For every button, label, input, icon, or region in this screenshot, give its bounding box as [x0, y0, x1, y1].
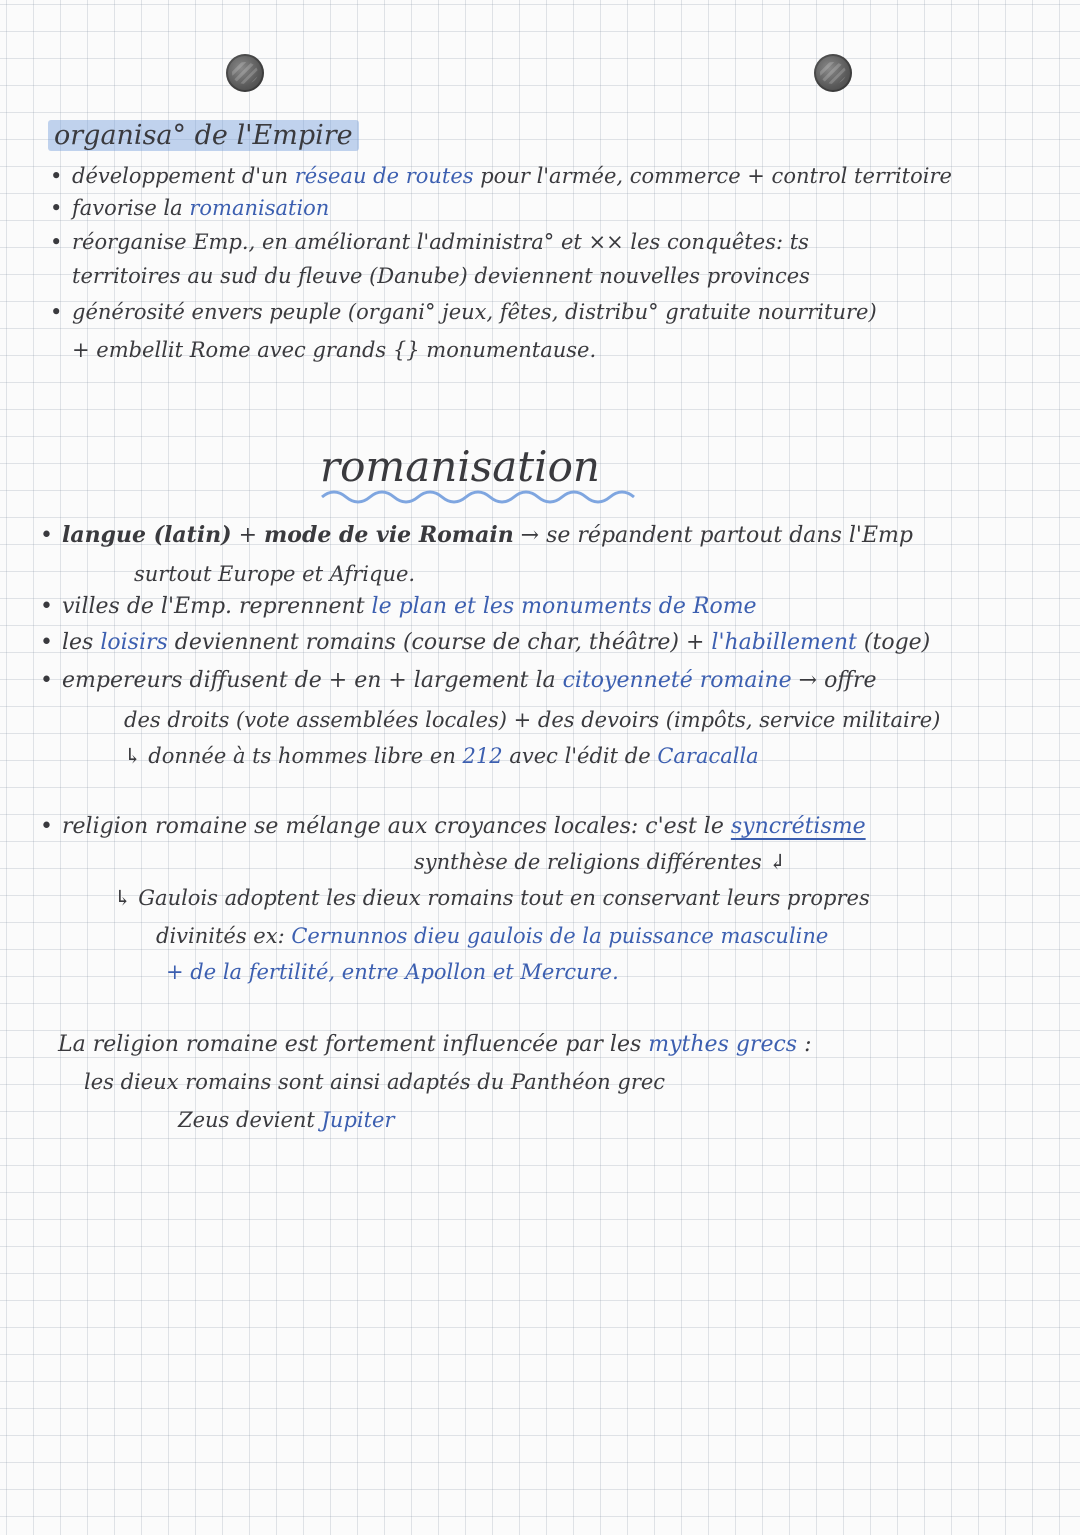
note-text: loisirs	[100, 630, 168, 655]
note-text: syncrétisme	[730, 814, 866, 839]
note-text: territoires au sud du fleuve (Danube) deviennent nouvelles provinces	[72, 264, 810, 288]
note-text: Jupiter	[321, 1108, 395, 1132]
note-text: (toge)	[856, 630, 931, 655]
note-text: citoyenneté romaine	[562, 668, 792, 693]
note-text: pour l'armée, commerce + control territoire	[473, 164, 952, 188]
note-line	[84, 1072, 665, 1093]
bullet-icon: •	[50, 164, 63, 188]
section-heading	[48, 122, 359, 149]
note-line	[50, 302, 877, 323]
bullet-icon: •	[40, 594, 53, 619]
note-line	[40, 632, 930, 654]
note-text: réorganise Emp., en améliorant l'administra° et ×× les conquêtes: ts	[72, 230, 809, 254]
note-line	[50, 198, 329, 219]
note-text: La religion romaine est fortement influencée par les	[58, 1032, 649, 1057]
bullet-icon: •	[40, 814, 53, 839]
bullet-icon: •	[50, 300, 63, 324]
note-text: religion romaine se mélange aux croyances locales: c'est le	[62, 814, 731, 839]
punch-hole-icon	[226, 54, 264, 92]
note-text: → se répandent partout dans l'Emp	[513, 523, 913, 548]
note-text: favorise la	[72, 196, 190, 220]
note-line	[72, 340, 596, 361]
page-title: romanisation	[320, 442, 600, 491]
note-text: → offre	[791, 668, 877, 693]
note-text: +	[231, 523, 265, 548]
note-text: 212	[462, 744, 503, 768]
note-line	[40, 670, 876, 692]
note-line	[40, 524, 913, 547]
section-heading-text: organisa° de l'Empire	[48, 120, 359, 151]
bullet-icon: •	[50, 196, 63, 220]
note-line	[414, 852, 786, 873]
note-text: + embellit Rome avec grands {} monumentause.	[72, 338, 597, 362]
note-text: l'habillement	[711, 630, 857, 655]
note-line	[40, 596, 757, 618]
note-line	[124, 746, 759, 767]
note-line	[50, 166, 952, 187]
note-text: les dieux romains sont ainsi adaptés du Panthéon grec	[84, 1070, 666, 1094]
bullet-icon: •	[40, 630, 53, 655]
note-text: empereurs diffusent de + en + largement la	[62, 668, 563, 693]
note-text: ↲	[761, 850, 787, 874]
note-line	[178, 1110, 395, 1131]
note-text: ↳ Gaulois adoptent les dieux romains tout en conservant leurs propres	[114, 886, 870, 910]
note-text: romanisation	[189, 196, 330, 220]
note-text: mode de vie Romain	[264, 522, 514, 548]
note-line	[58, 1034, 812, 1056]
note-text: Zeus devient	[178, 1108, 322, 1132]
punch-hole-icon	[814, 54, 852, 92]
note-line	[72, 266, 810, 287]
note-text: :	[797, 1032, 812, 1057]
note-text: langue (latin)	[62, 522, 232, 548]
note-line	[124, 710, 940, 731]
note-text: + de la fertilité, entre Apollon et Mercure.	[166, 960, 619, 984]
note-text: divinités ex:	[156, 924, 292, 948]
note-line	[156, 926, 828, 947]
note-text: surtout Europe et Afrique.	[134, 562, 416, 586]
bullet-icon: •	[40, 668, 53, 693]
note-text: développement d'un	[72, 164, 295, 188]
note-text: Caracalla	[657, 744, 759, 768]
note-text: mythes grecs	[648, 1032, 798, 1057]
note-line	[166, 962, 619, 983]
note-text: les	[62, 630, 101, 655]
note-line	[114, 888, 870, 909]
note-line	[134, 564, 415, 585]
note-line	[40, 816, 866, 838]
note-text: des droits (vote assemblées locales) + des devoirs (impôts, service militaire)	[124, 708, 941, 732]
romanisation-title	[320, 442, 660, 505]
note-text: le plan et les monuments de Rome	[371, 594, 757, 619]
note-text: deviennent romains (course de char, théâtre) +	[167, 630, 712, 655]
note-text: avec l'édit de	[502, 744, 658, 768]
note-text: synthèse de religions différentes	[414, 850, 762, 874]
bullet-icon: •	[40, 523, 53, 548]
note-text: villes de l'Emp. reprennent	[62, 594, 372, 619]
note-line	[50, 232, 809, 253]
note-text: Cernunnos dieu gaulois de la puissance masculine	[291, 924, 829, 948]
note-text: ↳ donnée à ts hommes libre en	[124, 744, 463, 768]
bullet-icon: •	[50, 230, 63, 254]
note-text: réseau de routes	[294, 164, 474, 188]
note-text: générosité envers peuple (organi° jeux, fêtes, distribu° gratuite nourriture)	[72, 300, 877, 324]
